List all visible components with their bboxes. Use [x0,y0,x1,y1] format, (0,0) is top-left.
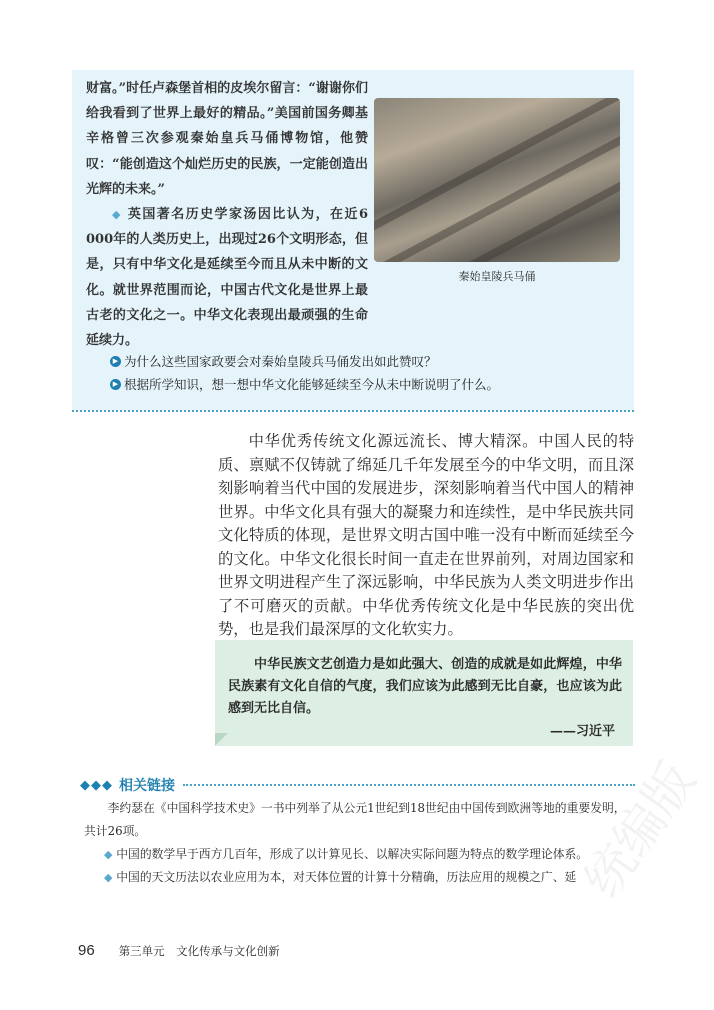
watermark: 统编版 [573,751,707,909]
related-links-body [84,797,634,889]
question-text: 根据所学知识，想一想中华文化能够延续至今从未中断说明了什么。 [124,377,500,392]
dotted-divider [183,784,635,786]
related-links-title: 相关链接 [119,778,175,794]
case-paragraph: 财富。”时任卢森堡首相的皮埃尔留言：“谢谢你们给我看到了世界上最好的精品。”美国前国务卿基辛格曾三次参观秦始皇兵马俑博物馆，他赞叹：“能创造这个灿烂历史的民族，一定能创造出光辉的未来。” [86,81,368,197]
unit-title: 第三单元 文化传承与文化创新 [118,944,280,958]
link-item-text: 中国的数学早于西方几百年，形成了以计算见长、以解决实际问题为特点的数学理论体系。 [116,847,589,861]
page-footer [78,942,280,959]
question-list [110,350,499,396]
page-fold-corner [215,733,228,746]
related-links-header [80,775,635,795]
case-study-text [86,76,368,353]
photo-detail [374,98,620,241]
related-links-intro: 李约瑟在《中国科学技术史》一书中列举了从公元1世纪到18世纪由中国传到欧洲等地的重要发明，共计26项。 [84,801,626,838]
question-text: 为什么这些国家政要会对秦始皇陵兵马俑发出如此赞叹？ [124,354,437,369]
quote-author: ——习近平 [549,724,615,739]
quote-box [215,640,633,746]
diamonds-icon: ◆◆◆ [80,777,113,793]
page-number: 96 [78,942,95,959]
arrow-circle-icon: ▶ [110,356,121,367]
main-paragraph: 中华优秀传统文化源远流长、博大精深。中国人民的特质、禀赋不仅铸就了绵延几千年发展至今的中华文明，而且深刻影响着当代中国的发展进步，深刻影响着当代中国人的精神世界。中华文化具有强大的凝聚力和连续性，是中华民族共同文化特质的体现，是世界文明古国中唯一没有中断而延续至今的文化。中华文化很长时间一直走在世界前列，对周边国家和世界文明进程产生了深远影响，中华民族为人类文明进步作出了不可磨灭的贡献。中华优秀传统文化是中华民族的突出优势，也是我们最深厚的文化软实力。 [218,432,634,638]
arrow-circle-icon: ▶ [110,379,121,390]
photo-caption: 秦始皇陵兵马俑 [458,270,536,283]
diamond-bullet-icon: ◆ [104,848,113,861]
link-item-text: 中国的天文历法以农业应用为本，对天体位置的计算十分精确，历法应用的规模之广、延 [116,870,577,884]
photo-detail [374,118,620,262]
link-item [84,866,634,889]
terracotta-army-photo [374,98,620,262]
diamond-bullet-icon: ◆ [112,208,122,222]
case-paragraph: 英国著名历史学家汤因比认为，在近6 000年的人类历史上，出现过26个文明形态，但是，只有中华文化是延续至今而且从未中断的文化。就世界范围而论，中国古代文化是世界上最古老的文化之一。中华文化表现出最顽强的生命延续力。 [86,207,368,349]
quote-text: 中华民族文艺创造力是如此强大、创造的成就是如此辉煌，中华民族素有文化自信的气度，我们应该为此感到无比自豪，也应该为此感到无比自信。 [228,657,622,716]
dotted-divider [72,410,634,412]
link-item [84,843,634,866]
question-item [110,373,499,396]
diamond-bullet-icon: ◆ [104,871,113,884]
question-item [110,350,499,373]
case-paragraph-wrapper [86,202,368,353]
